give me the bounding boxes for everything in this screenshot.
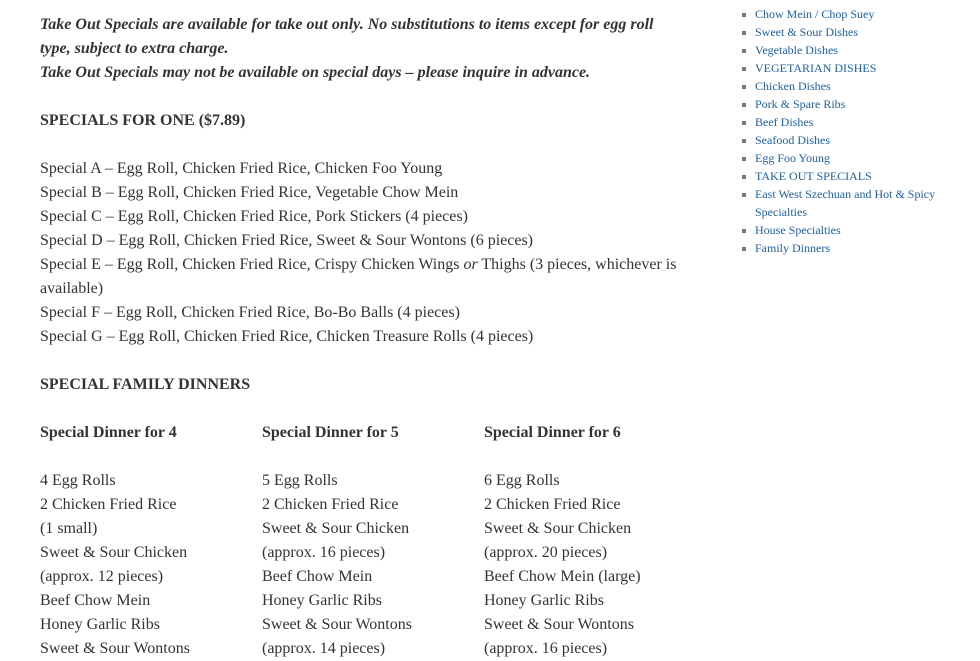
dinner-line: Sweet & Sour Chicken (262, 520, 410, 537)
dinner-title (262, 421, 484, 445)
dinner-line: Honey Garlic Ribs (40, 616, 160, 633)
menu-link-szechuan[interactable]: East West Szechuan and Hot & Spicy Specialties (755, 187, 936, 219)
menu-item (741, 77, 951, 95)
dinner-title (484, 421, 706, 445)
special-e-post: Thighs (3 pieces, whichever is available) (40, 256, 677, 297)
dinner-line: Honey Garlic Ribs (262, 592, 382, 609)
menu-item (741, 185, 951, 221)
dinner-line: Sweet & Sour Wontons (484, 616, 634, 633)
dinner-line: Beef Chow Mein (large) (484, 568, 641, 585)
dinner-line: 2 Chicken Fried Rice (484, 496, 621, 513)
dinner-title-text: Special Dinner for 6 (484, 424, 621, 441)
menu-item (741, 221, 951, 239)
special-c: Special C – Egg Roll, Chicken Fried Rice, Pork Stickers (4 pieces) (40, 208, 468, 225)
menu-link-vegetable[interactable]: Vegetable Dishes (755, 43, 838, 57)
menu-item (741, 41, 951, 59)
main-content (40, 13, 685, 661)
menu-link-house[interactable]: House Specialties (755, 223, 841, 237)
menu-link-family[interactable]: Family Dinners (755, 241, 830, 255)
menu-link-sweet-sour[interactable]: Sweet & Sour Dishes (755, 25, 858, 39)
dinner-line: Beef Chow Mein (262, 568, 373, 585)
sidebar-menu (741, 5, 951, 257)
specials-one-list (40, 157, 685, 349)
special-e-pre: Special E – Egg Roll, Chicken Fried Rice, Crispy Chicken Wings (40, 256, 464, 273)
family-heading (40, 373, 685, 397)
menu-item (741, 95, 951, 113)
menu-item (741, 149, 951, 167)
dinner-line: (approx. 16 pieces) (484, 640, 608, 657)
menu-link-chicken[interactable]: Chicken Dishes (755, 79, 831, 93)
menu-link-take-out[interactable]: TAKE OUT SPECIALS (755, 169, 872, 183)
family-dinners (40, 421, 685, 661)
dinner-title (40, 421, 262, 445)
special-d: Special D – Egg Roll, Chicken Fried Rice, Sweet & Sour Wontons (6 pieces) (40, 232, 534, 249)
dinner-line: (approx. 16 pieces) (262, 544, 386, 561)
takeout-notice (40, 13, 685, 85)
special-e-or: or (463, 256, 478, 273)
menu-item (741, 239, 951, 257)
dinner-line: (approx. 14 pieces) (262, 640, 386, 657)
menu-item (741, 5, 951, 23)
special-f: Special F – Egg Roll, Chicken Fried Rice, Bo-Bo Balls (4 pieces) (40, 304, 460, 321)
notice-line-1: Take Out Specials are available for take out only. No substitutions to items except for egg roll type, subject to extra charge. (40, 16, 654, 57)
dinner-line: Sweet & Sour Wontons (40, 640, 190, 657)
dinner-line: Sweet & Sour Chicken (40, 544, 188, 561)
dinner-line: (approx. 12 pieces) (40, 568, 164, 585)
dinner-title-text: Special Dinner for 4 (40, 424, 177, 441)
dinner-line: 6 Egg Rolls (484, 472, 560, 489)
dinner-line: Beef Chow Mein (40, 592, 151, 609)
dinner-title-text: Special Dinner for 5 (262, 424, 399, 441)
menu-link-pork[interactable]: Pork & Spare Ribs (755, 97, 846, 111)
menu-item (741, 23, 951, 41)
menu-item (741, 113, 951, 131)
special-b: Special B – Egg Roll, Chicken Fried Rice, Vegetable Chow Mein (40, 184, 459, 201)
special-e (40, 256, 676, 297)
menu-item (741, 59, 951, 77)
menu-link-vegetarian[interactable]: VEGETARIAN DISHES (755, 61, 877, 75)
dinner-line: Sweet & Sour Chicken (484, 520, 632, 537)
heading-text: SPECIAL FAMILY DINNERS (40, 376, 251, 393)
menu-link-seafood[interactable]: Seafood Dishes (755, 133, 830, 147)
dinner-line: 2 Chicken Fried Rice (262, 496, 399, 513)
menu-link-chow-mein[interactable]: Chow Mein / Chop Suey (755, 7, 875, 21)
dinner-line: 5 Egg Rolls (262, 472, 338, 489)
menu-item (741, 167, 951, 185)
special-g: Special G – Egg Roll, Chicken Fried Rice, Chicken Treasure Rolls (4 pieces) (40, 328, 534, 345)
menu-item (741, 131, 951, 149)
dinner-line: Honey Garlic Ribs (484, 592, 604, 609)
heading-text: SPECIALS FOR ONE ($7.89) (40, 112, 246, 129)
dinner-for-5 (262, 421, 484, 661)
dinner-line: (approx. 20 pieces) (484, 544, 608, 561)
menu-link-beef[interactable]: Beef Dishes (755, 115, 814, 129)
dinner-line: 4 Egg Rolls (40, 472, 116, 489)
specials-one-heading (40, 109, 685, 133)
menu-link-egg-foo-young[interactable]: Egg Foo Young (755, 151, 831, 165)
dinner-line: Sweet & Sour Wontons (262, 616, 412, 633)
dinner-for-6 (484, 421, 706, 661)
special-a: Special A – Egg Roll, Chicken Fried Rice, Chicken Foo Young (40, 160, 443, 177)
dinner-line: (1 small) (40, 520, 98, 537)
dinner-for-4 (40, 421, 262, 661)
notice-line-2: Take Out Specials may not be available on special days – please inquire in advance. (40, 64, 591, 81)
dinner-line: 2 Chicken Fried Rice (40, 496, 177, 513)
